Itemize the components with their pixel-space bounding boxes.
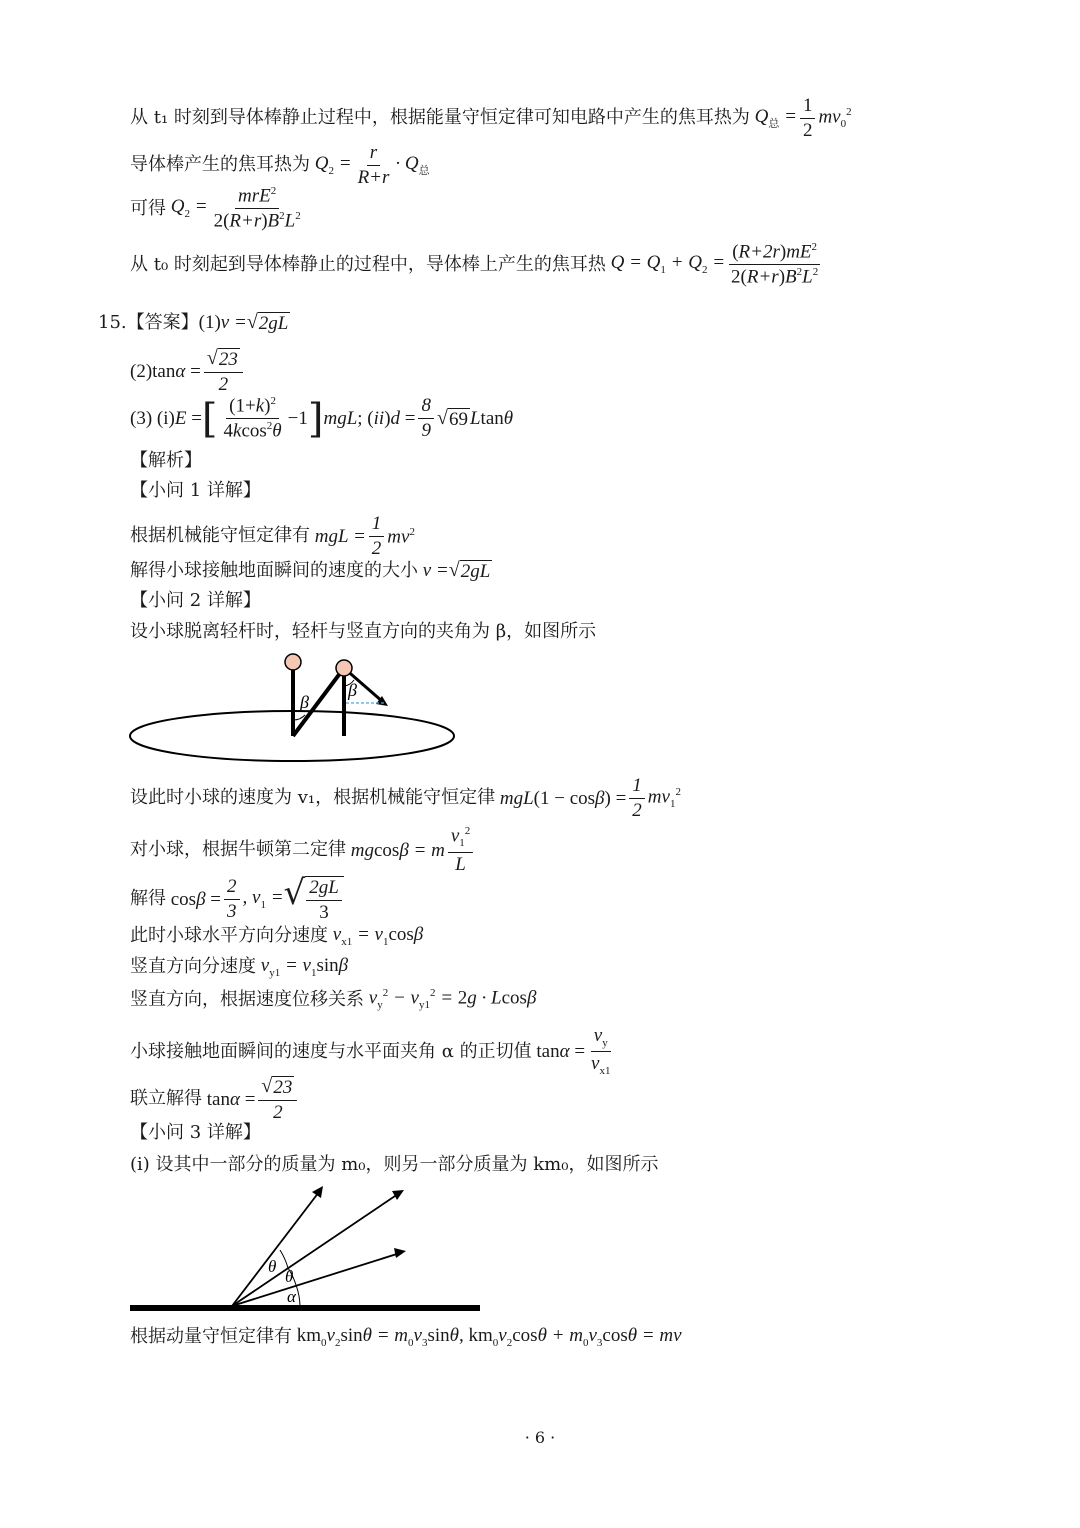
text-line-4 (130, 242, 824, 288)
text-line-3 (130, 186, 307, 232)
answer-1-label: (1) (198, 312, 221, 333)
figure-rod-ball (128, 650, 468, 770)
s2c-text: 对小球，根据牛顿第二定律 (130, 839, 346, 861)
s3-line-b (130, 1326, 682, 1349)
sqrt-2gL-2: √ 2gL (448, 559, 491, 582)
svg-text:α: α (287, 1287, 296, 1306)
fraction-half: $\frac{1}{2}$ (800, 96, 816, 141)
answer-15-line-2 (130, 348, 246, 395)
formula-mgl: mgL (323, 408, 358, 430)
formula-vel-disp: $v_y^2 - v_{y1}^2 = 2g \cdot Lcos\beta$ (364, 987, 537, 1012)
s2f-text: 竖直方向分速度 (130, 956, 256, 978)
s2-line-b (130, 776, 681, 821)
fraction-1pk: $\frac{(1+k)^2}{4kcos^2\theta}$ (223, 395, 282, 442)
formula-vy1: $v_{y1} = v_1\sin\beta$ (256, 955, 349, 979)
fraction-half-2: $\frac{1}{2}$ (369, 514, 385, 559)
line-1-text: 从 t₁ 时刻到导体棒静止过程中，根据能量守恒定律可知电路中产生的焦耳热为 (130, 107, 750, 129)
formula-mv1sq: $mv_1^2$ (647, 785, 681, 810)
s3a-text: (i) 设其中一部分的质量为 m₀，则另一部分质量为 km₀，如图所示 (130, 1154, 659, 1175)
jiexi-heading (130, 452, 202, 470)
s2-line-a (130, 623, 596, 641)
formula-d-label: ; (ii)d = (357, 408, 416, 430)
text-line-2 (130, 143, 430, 188)
figure-momentum-vectors (130, 1180, 490, 1320)
answer-15-line-1 (98, 312, 290, 333)
formula-newton: mgcosβ = m (346, 839, 445, 861)
formula-tan-alpha-2: tanα = (531, 1041, 586, 1063)
s2i-text: 联立解得 (130, 1088, 202, 1110)
formula-ltan: Ltanθ (469, 408, 514, 430)
fraction-2-3: $\frac{2}{3}$ (224, 877, 240, 922)
s2g-text: 竖直方向，根据速度位移关系 (130, 988, 364, 1010)
formula-cos-beta: cosβ = (166, 888, 222, 910)
formula-q-total: $Q_总$ = (749, 106, 797, 130)
fraction-half-3: $\frac{1}{2}$ (629, 776, 645, 821)
formula-tan-alpha-3: tanα = (202, 1088, 256, 1110)
s1-line-a (130, 514, 415, 559)
bracket-right: ] (307, 395, 324, 442)
sub-question-2-heading (130, 592, 261, 610)
answer-15-line-3 (130, 396, 513, 442)
svg-text:β: β (348, 680, 357, 700)
fraction-v1sq-L: $\frac{v_1^2}{L}$ (448, 826, 473, 875)
s2-line-g (130, 988, 536, 1011)
sqrt-69: √ 69 (436, 407, 468, 431)
s2d-text: 解得 (130, 888, 166, 910)
formula-mgl-eq: mgL = (310, 525, 366, 547)
line-2-text: 导体棒产生的焦耳热为 (130, 154, 310, 176)
s2-line-d (130, 873, 344, 923)
svg-text:θ: θ (268, 1257, 277, 1276)
s3-line-a (130, 1156, 658, 1174)
formula-q2-eq: $Q_2$ = (166, 196, 208, 221)
formula-vx1: $v_{x1} = v_1\cos\beta$ (328, 924, 424, 948)
question-15-label: 15.【答案】 (98, 311, 199, 333)
s2h-text: 小球接触地面瞬间的速度与水平面夹角 α 的正切值 (130, 1040, 532, 1062)
fraction-8-9: $\frac{8}{9}$ (418, 396, 434, 441)
fraction-q-final: $\frac{(R+2r)mE^2}{2(R+r)B^2L^2}$ (731, 241, 819, 288)
page-number: · 6 · (524, 1428, 556, 1447)
s2-line-f (130, 956, 348, 979)
sqrt-2gL-3: √ $\frac{2gL}{3}$ (284, 876, 344, 923)
fraction-sqrt23-2b: √ 23 2 (258, 1076, 297, 1123)
fraction-q2: $\frac{mrE^2}{2(R+r)B^2L^2}$ (213, 185, 301, 232)
formula-mv0sq: $mv_0^2$ (818, 105, 852, 130)
s1-line-b (130, 560, 492, 581)
formula-momentum: $km_0v_2\sin\theta = m_0v_3\sin\theta$, $km_0v_2\cos\theta + m_0v_3\cos\theta$ = mv (296, 1325, 682, 1349)
formula-minus-one: −1 (287, 408, 308, 430)
sqrt-2gL: √ 2gL (246, 311, 289, 334)
sub-question-3-heading (130, 1124, 261, 1142)
text-line-1 (130, 96, 852, 141)
s2b-text: 设此时小球的速度为 v₁，根据机械能守恒定律 (130, 787, 496, 809)
svg-text:θ: θ (285, 1267, 294, 1286)
s1b-text: 解得小球接触地面瞬间的速度的大小 (130, 559, 418, 581)
s1-text: 【小问 1 详解】 (130, 480, 261, 501)
formula-tan-alpha: (2)tanα = (130, 360, 201, 382)
s3b-text: 根据动量守恒定律有 (130, 1326, 292, 1348)
formula-energy-label: (3) (i)E = (130, 408, 202, 430)
formula-v-eq: v = (418, 560, 449, 581)
formula-v: v = (220, 312, 247, 333)
formula-mv2: $mv^2$ (387, 525, 415, 548)
s1a-text: 根据机械能守恒定律有 (130, 525, 310, 547)
s2-line-h (130, 1026, 616, 1078)
fraction-r-over-Rr: $\frac{r}{R+r}$ (357, 142, 390, 188)
s2-text: 【小问 2 详解】 (130, 590, 261, 611)
formula-q-sum: $Q = Q_1 + Q_2$ = (605, 252, 726, 277)
s2a-text: 设小球脱离轻杆时，轻杆与竖直方向的夹角为 β，如图所示 (130, 621, 597, 642)
sub-question-1-heading (130, 482, 261, 500)
formula-q2: $Q_2$ = (310, 153, 352, 177)
s3-text: 【小问 3 详解】 (130, 1122, 261, 1143)
fraction-sqrt23-2: √ 23 2 (204, 348, 243, 395)
formula-v1-eq: , $v_1$ = (242, 887, 284, 911)
formula-energy-cons: mgL(1 − cosβ) = (495, 787, 627, 809)
bracket-left: [ (201, 395, 218, 442)
s2-line-e (130, 925, 423, 948)
fraction-vy-vx1: $\frac{v_y}{v_{x1}}$ (591, 1025, 611, 1078)
line-4-text: 从 t₀ 时刻起到导体棒静止的过程中，导体棒上产生的焦耳热 (130, 253, 606, 275)
line-3-text: 可得 (130, 197, 166, 219)
s2-line-c (130, 826, 476, 875)
s2e-text: 此时小球水平方向分速度 (130, 925, 328, 947)
svg-text:β: β (300, 692, 309, 712)
jiexi-text: 【解析】 (130, 450, 202, 471)
formula-dot-qtotal: · $Q_总$ (395, 153, 430, 177)
s2-line-i (130, 1076, 300, 1123)
